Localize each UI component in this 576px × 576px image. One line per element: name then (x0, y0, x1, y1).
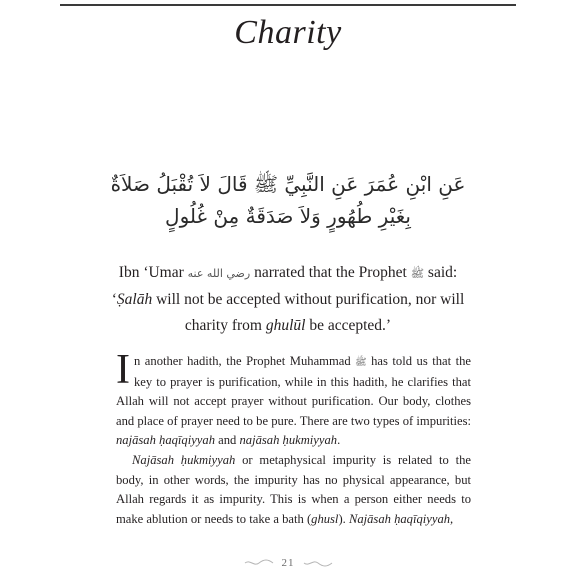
p2-text-b: ). (338, 511, 349, 526)
commentary-body (116, 347, 471, 529)
honorific-mark: رضي الله عنه (187, 267, 251, 280)
right-ornament-icon (303, 559, 333, 567)
salawat-mark: ﷺ (410, 267, 425, 280)
p2-term: Najāsah ḥukmiyyah (132, 452, 236, 467)
arabic-hadith-text: عَنِ ابْنِ عُمَرَ عَنِ النَّبِيِّ ﷺ قَالَ لاَ تُقْبَلُ صَلاَةٌ بِغَيْرِ طُهُورٍ وَلاَ صَدَقَةٌ مِنْ غُلُولٍ (110, 172, 466, 228)
page-footer (0, 557, 576, 569)
p1-end: . (337, 433, 341, 448)
salawat-mark: ﷺ (355, 357, 367, 368)
top-rule (60, 4, 516, 6)
drop-cap: I (116, 347, 130, 393)
p1-text-b: has told us that the key to prayer is purification, while in this hadith, he clarifies that Allah will not accept prayer without purification. Our body, clothes and place of prayer need to be pure. There are two types of impurities: (116, 354, 471, 428)
chapter-title: Charity (234, 14, 342, 51)
page-number: 21 (281, 557, 295, 569)
translation-text-3: said: ‘ (111, 264, 458, 308)
paragraph-2 (116, 451, 471, 529)
left-ornament-icon (244, 559, 274, 567)
paragraph-1 (116, 347, 471, 451)
term-ghulul: ghulūl (265, 317, 306, 334)
translation-text-2: narrated that the Prophet (250, 264, 411, 281)
p2-term-2: Najāsah ḥaqīqiyyah, (348, 511, 454, 526)
p1-text-a: n another hadith, the Prophet Muhammad (134, 354, 356, 368)
hadith-translation (100, 260, 476, 339)
term-salah: Ṣalāh (116, 291, 153, 308)
term-najasah-hukmiyyah: najāsah ḥukmiyyah (239, 433, 338, 448)
term-ghusl: ghusl (311, 511, 339, 526)
translation-text-4: will not be accepted without purification, nor will charity from (152, 291, 465, 334)
p1-and: and (215, 433, 240, 448)
p2-text-a: or metaphysical impurity is related to the body, in other words, the impurity has no physical appearance, but Allah regards it as impurity. This is when a person either needs to make ablution or needs to take a bath ( (116, 452, 471, 526)
translation-text-1: Ibn ‘Umar (118, 264, 188, 281)
term-najasah-haqiqiyyah: najāsah ḥaqīqiyyah (116, 433, 215, 448)
translation-text-5: be accepted.’ (305, 317, 392, 334)
